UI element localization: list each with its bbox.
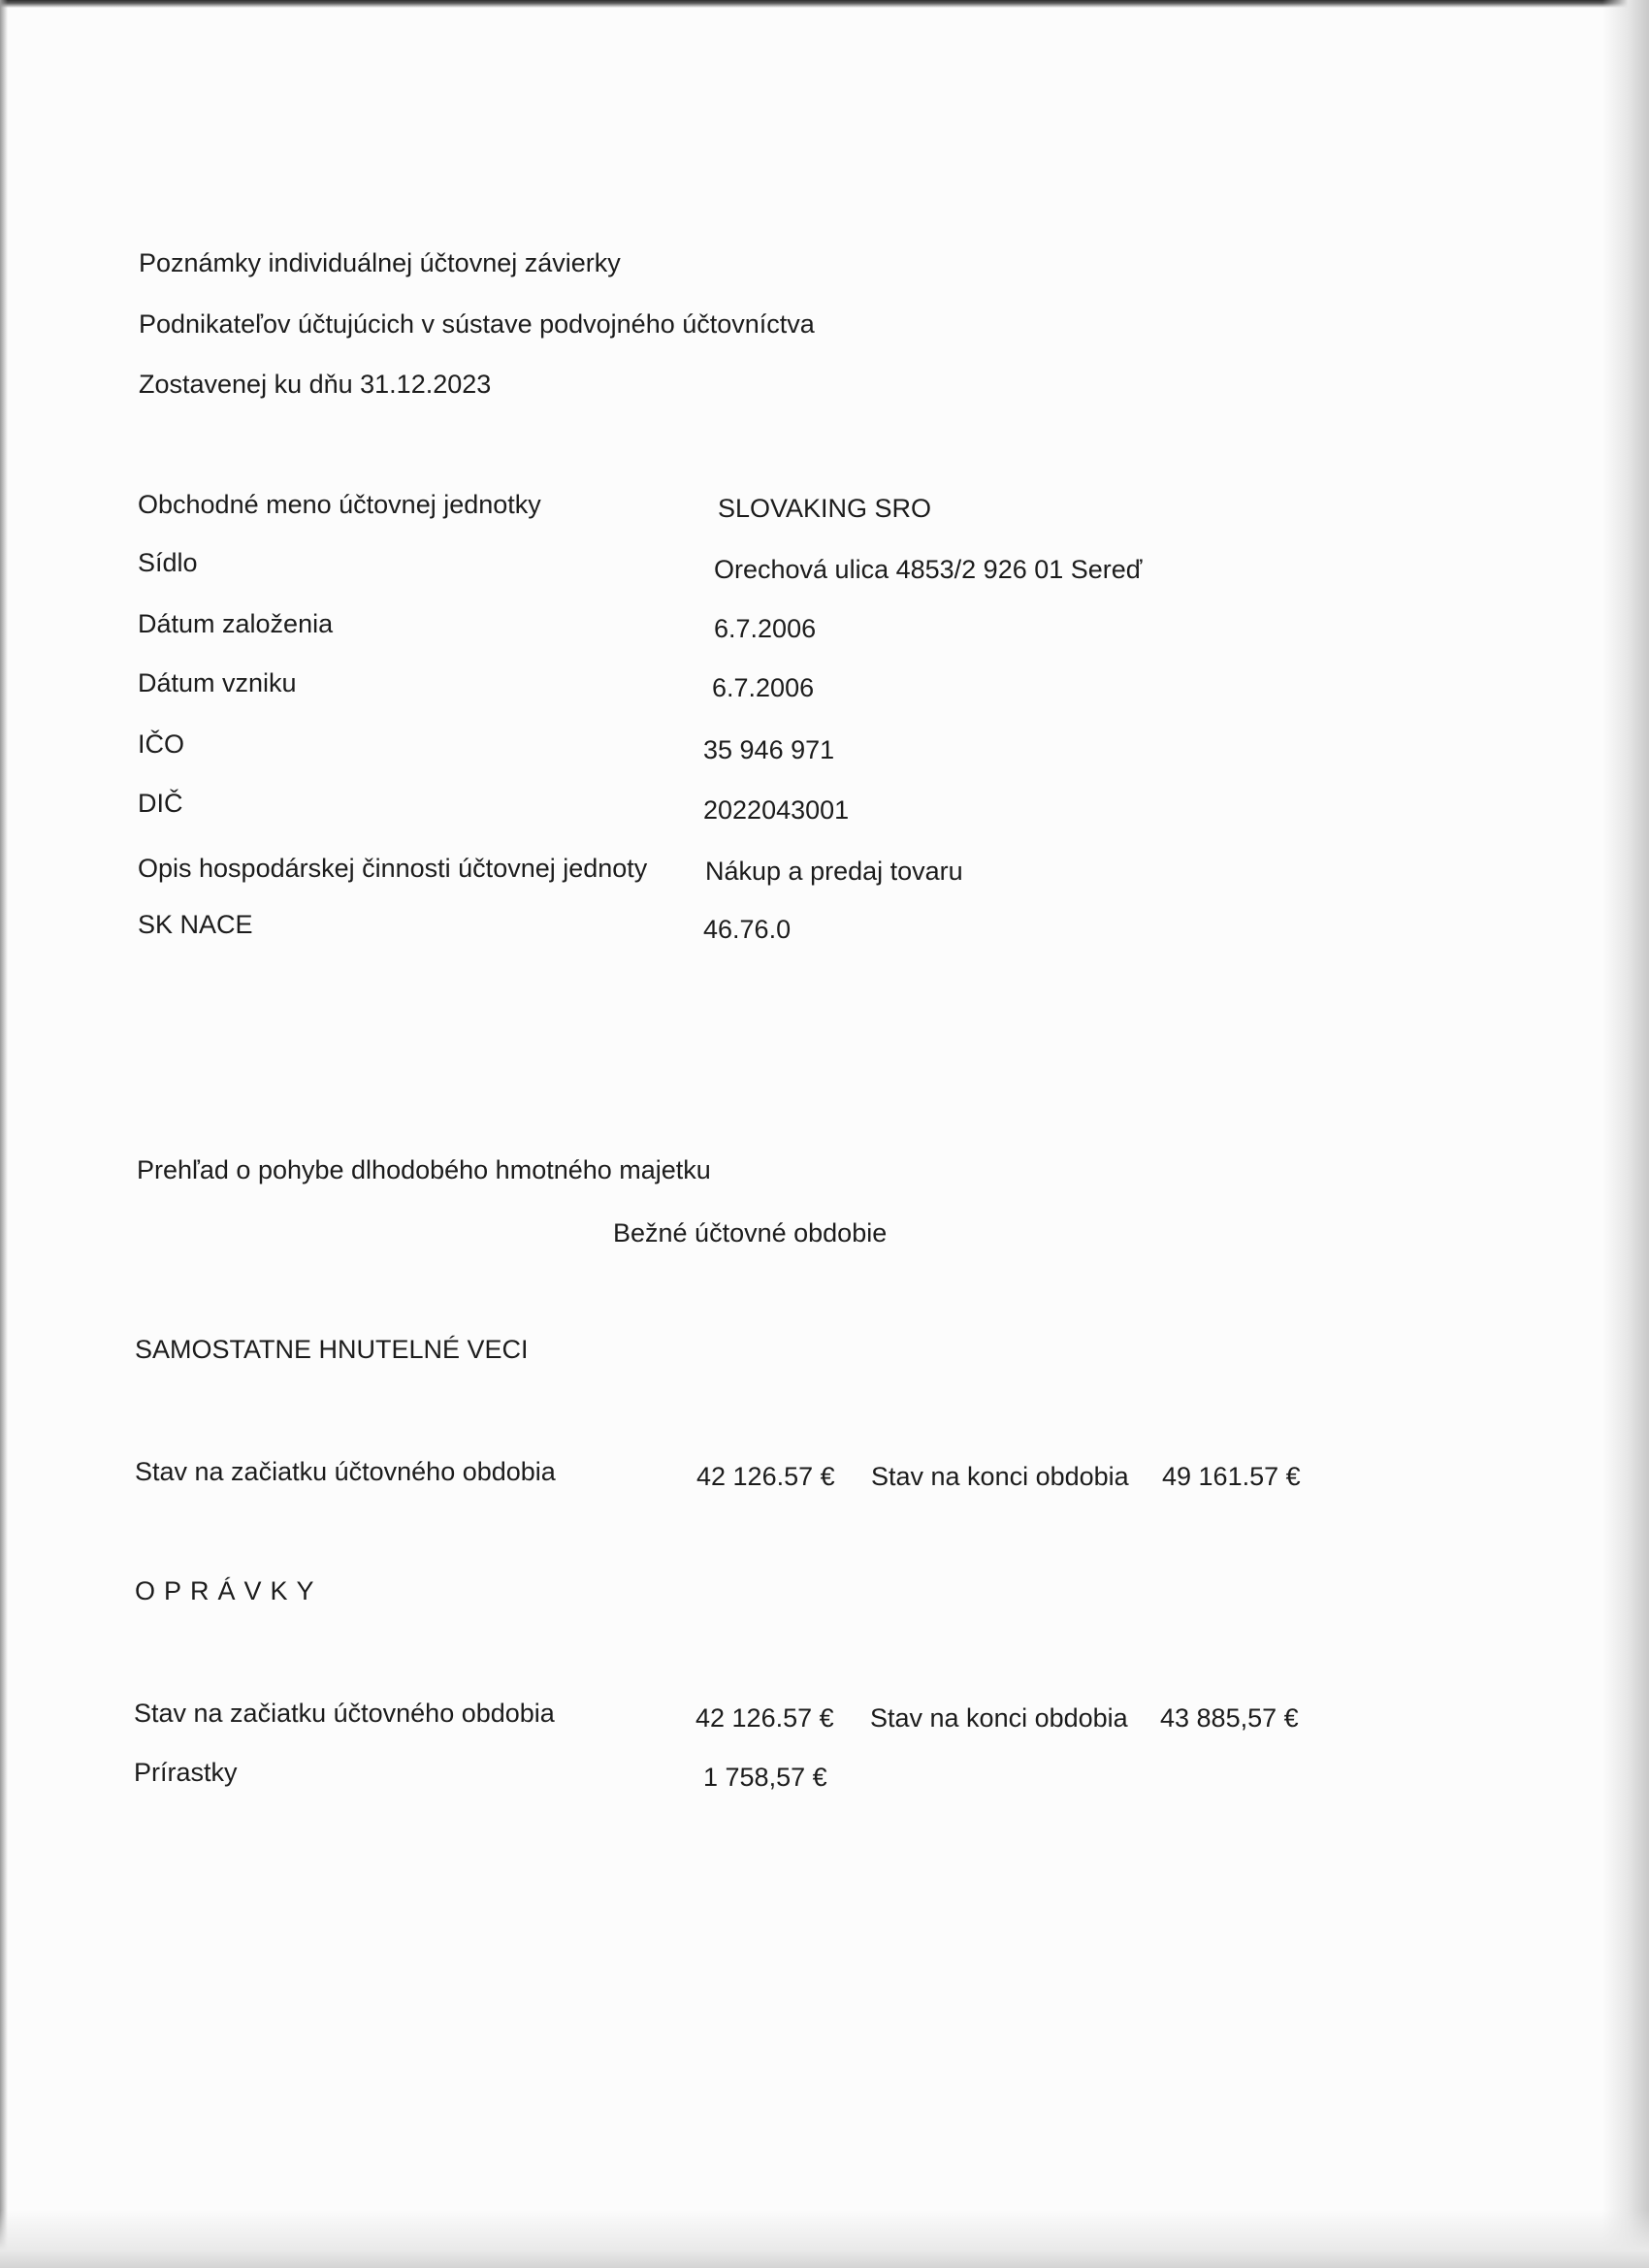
depreciation-start-label: Stav na začiatku účtovného obdobia — [134, 1699, 555, 1728]
dic-value: 2022043001 — [703, 795, 850, 825]
depreciation-heading: OPRÁVKY — [135, 1576, 323, 1605]
movables-start-value: 42 126.57 € — [696, 1462, 835, 1491]
seat-label: Sídlo — [138, 548, 198, 577]
movables-end-value: 49 161.57 € — [1162, 1462, 1301, 1491]
movables-start-label: Stav na začiatku účtovného obdobia — [135, 1457, 556, 1486]
dic-label: DIČ — [138, 789, 183, 818]
origin-value: 6.7.2006 — [712, 673, 815, 702]
depreciation-start-value: 42 126.57 € — [695, 1703, 834, 1733]
period-label: Bežné účtovné obdobie — [613, 1218, 888, 1247]
scan-edge-left — [0, 0, 8, 2268]
depreciation-end-value: 43 885,57 € — [1160, 1703, 1299, 1733]
scan-edge-bottom — [0, 2210, 1649, 2268]
seat-value: Orechová ulica 4853/2 926 01 Sereď — [714, 555, 1143, 584]
founded-label: Dátum založenia — [138, 609, 334, 638]
ico-value: 35 946 971 — [703, 735, 835, 764]
depreciation-end-label: Stav na konci obdobia — [870, 1703, 1128, 1733]
company-name-label: Obchodné meno účtovnej jednotky — [138, 490, 541, 519]
nace-label: SK NACE — [138, 910, 253, 939]
scan-edge-top — [0, 0, 1649, 8]
nace-value: 46.76.0 — [703, 915, 792, 944]
origin-label: Dátum vzniku — [138, 668, 297, 697]
doc-date: Zostavenej ku dňu 31.12.2023 — [139, 370, 492, 399]
activity-label: Opis hospodárskej činnosti účtovnej jednoty — [138, 854, 648, 883]
doc-title: Poznámky individuálnej účtovnej závierky — [139, 248, 621, 277]
company-name-value: SLOVAKING SRO — [718, 494, 932, 523]
activity-value: Nákup a predaj tovaru — [705, 857, 963, 886]
movables-heading: SAMOSTATNE HNUTELNÉ VECI — [135, 1335, 529, 1364]
increase-value: 1 758,57 € — [703, 1763, 827, 1792]
founded-value: 6.7.2006 — [714, 614, 817, 643]
overview-title: Prehľad o pohybe dlhodobého hmotného majetku — [137, 1155, 711, 1184]
scan-edge-right — [1602, 0, 1649, 2268]
increase-label: Prírastky — [134, 1758, 238, 1787]
movables-end-label: Stav na konci obdobia — [871, 1462, 1129, 1491]
doc-subtitle: Podnikateľov účtujúcich v sústave podvojného účtovníctva — [139, 309, 815, 339]
ico-label: IČO — [138, 729, 185, 759]
